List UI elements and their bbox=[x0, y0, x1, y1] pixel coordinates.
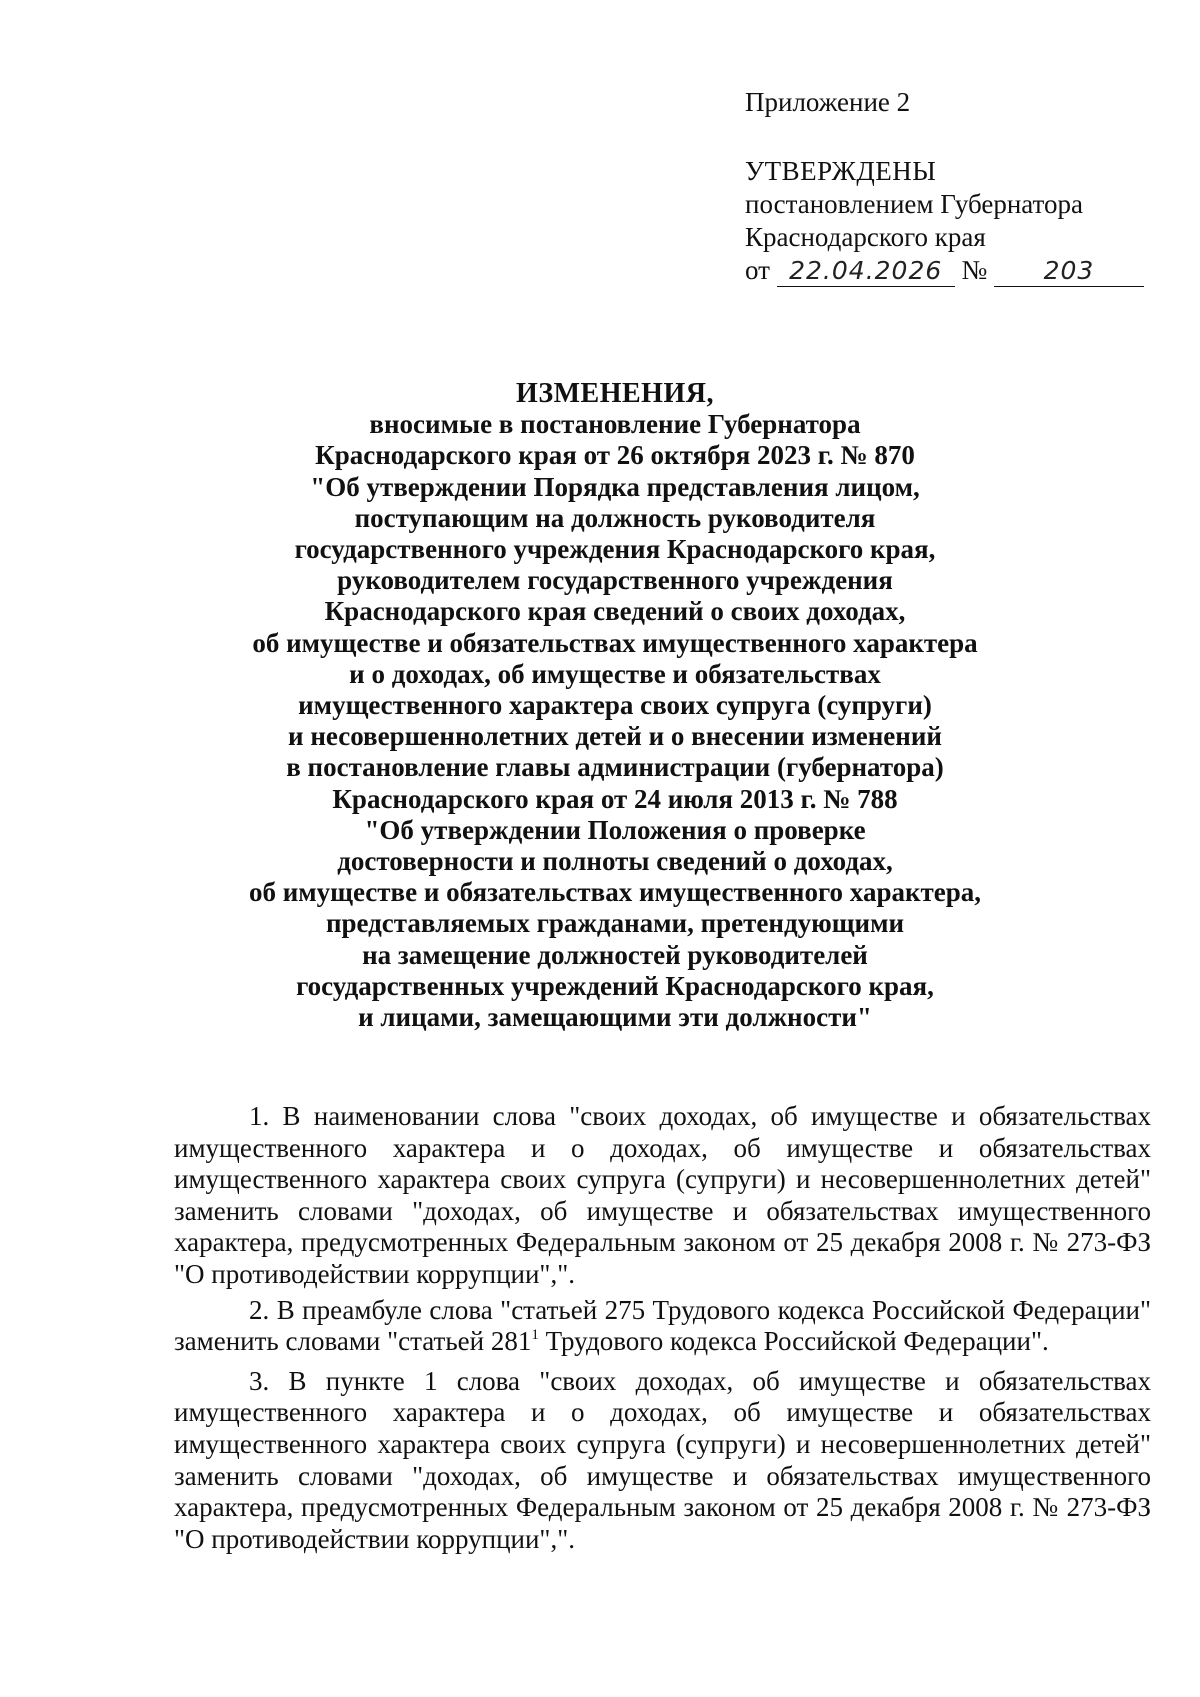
approved-region-line: Краснодарского края bbox=[745, 222, 986, 252]
title-line: руководителем государственного учреждения bbox=[337, 565, 893, 596]
title-line: Краснодарского края от 26 октября 2023 г. № 870 bbox=[315, 440, 915, 471]
paragraph-2 bbox=[174, 1295, 1151, 1358]
date-number-line bbox=[745, 254, 1145, 287]
handwritten-number: 203 bbox=[994, 256, 1144, 287]
title-line: об имуществе и обязательствах имущественного характера, bbox=[248, 877, 982, 908]
title-line: вносимые в постановление Губернатора bbox=[369, 409, 861, 440]
paragraph-2-superscript: 1 bbox=[531, 1327, 539, 1344]
title-heading: ИЗМЕНЕНИЯ, bbox=[516, 378, 714, 409]
document-body bbox=[174, 1101, 1151, 1559]
title-line: и лицами, замещающими эти должности" bbox=[358, 1002, 872, 1033]
title-line: и о доходах, об имуществе и обязательствах bbox=[349, 658, 881, 689]
title-line: Краснодарского края от 24 июля 2013 г. № 788 bbox=[332, 783, 898, 814]
title-line: достоверности и полноты сведений о доходах, bbox=[337, 846, 893, 877]
title-line: на замещение должностей руководителей bbox=[362, 939, 868, 970]
title-line: государственного учреждения Краснодарского края, bbox=[294, 534, 936, 565]
paragraph-3: 3. В пункте 1 слова "своих доходах, об имуществе и обязательствах имущественного характера и о доходах, об имуществе и обязательствах имущественного характера своих супруга (супруги) и несовершеннолетних детей" заменить словами "доходах, об имуществе и обязательствах имущественного характера, предусмотренных Федеральным законом от 25 декабря 2008 г. № 273-ФЗ "О противодействии коррупции",". bbox=[174, 1365, 1151, 1554]
date-prefix: от bbox=[745, 255, 770, 285]
document-title bbox=[170, 378, 1060, 1033]
number-prefix: № bbox=[961, 255, 988, 285]
title-line: Краснодарского края сведений о своих доходах, bbox=[324, 596, 906, 627]
handwritten-date: 22.04.2026 bbox=[777, 256, 955, 287]
paragraph-1: 1. В наименовании слова "своих доходах, об имуществе и обязательствах имущественного характера и о доходах, об имуществе и обязательствах имущественного характера своих супруга (супруги) и несовершеннолетних детей" заменить словами "доходах, об имуществе и обязательствах имущественного характера, предусмотренных Федеральным законом от 25 декабря 2008 г. № 273-ФЗ "О противодействии коррупции",". bbox=[174, 1101, 1151, 1289]
title-line: государственных учреждений Краснодарского края, bbox=[296, 970, 934, 1001]
title-line: поступающим на должность руководителя bbox=[354, 502, 876, 533]
paragraph-2-text-start: 2. В преамбуле слова "статьей 275 Трудового кодекса Российской Федерации" заменить словами "статьей 281 bbox=[174, 1294, 1151, 1357]
approved-by-line: постановлением Губернатора bbox=[745, 189, 1083, 219]
title-line: "Об утверждении Положения о проверке bbox=[364, 814, 866, 845]
title-line: в постановление главы администрации (губернатора) bbox=[286, 752, 944, 783]
title-line: представляемых гражданами, претендующими bbox=[325, 908, 905, 939]
paragraph-2-text-end: Трудового кодекса Российской Федерации". bbox=[538, 1326, 1049, 1357]
approval-stamp-block bbox=[745, 86, 1145, 287]
approved-label: УТВЕРЖДЕНЫ bbox=[745, 156, 937, 186]
title-line: "Об утверждении Порядка представления лицом, bbox=[310, 471, 920, 502]
title-line: имущественного характера своих супруга (супруги) bbox=[298, 690, 932, 721]
title-line: об имуществе и обязательствах имущественного характера bbox=[252, 627, 978, 658]
title-line: и несовершеннолетних детей и о внесении изменений bbox=[288, 721, 942, 752]
annex-label: Приложение 2 bbox=[745, 87, 911, 117]
